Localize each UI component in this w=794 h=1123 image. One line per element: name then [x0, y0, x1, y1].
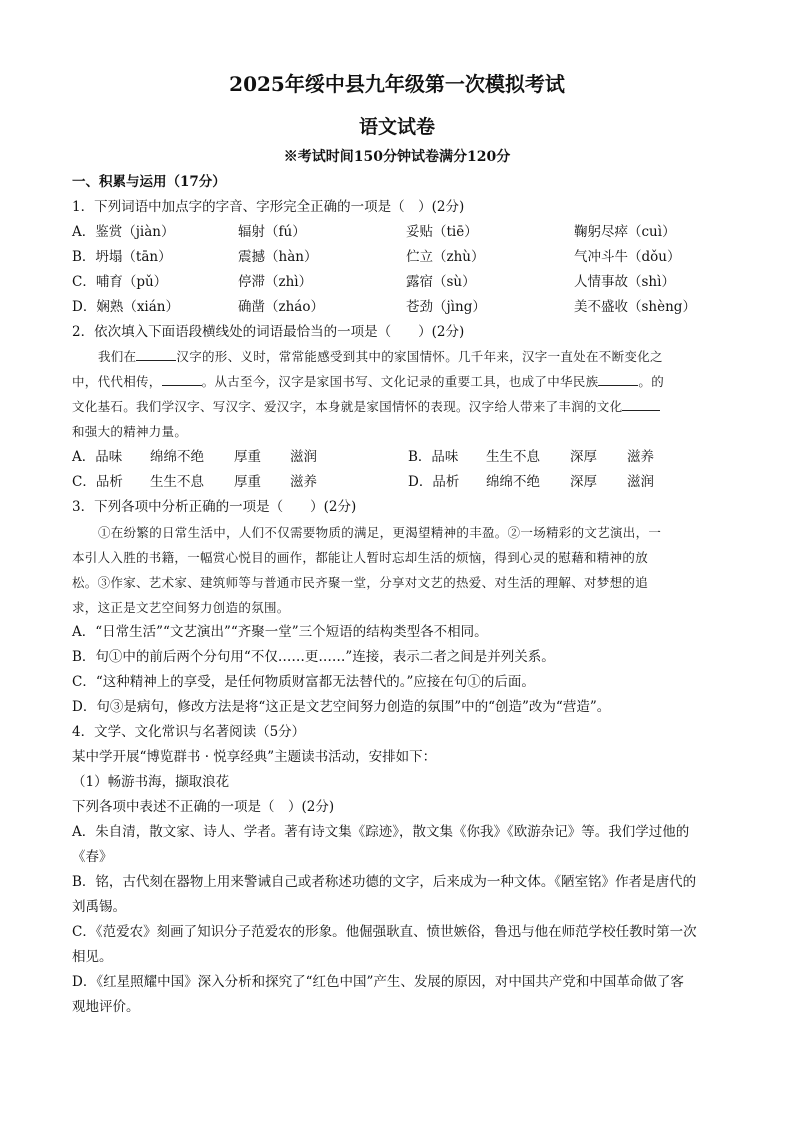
q3-option: A．“日常生活”“文艺演出”“齐聚一堂”三个短语的结构类型各不相同。: [72, 624, 488, 640]
q2-passage-line: [72, 344, 716, 369]
q1-stem: 1．下列词语中加点字的字音、字形完全正确的一项是（ ）(2分): [72, 199, 465, 215]
q1-cell: 妥贴（tiē）: [406, 224, 478, 240]
q1-cell: B．坍塌（tān）: [72, 249, 172, 265]
q1-cell: 辐射（fú）: [238, 224, 306, 240]
q4-option: A．朱自清，散文家、诗人、学者。著有诗文集《踪迹》，散文集《你我》《欧游杂记》等。我们学过他的: [72, 824, 690, 840]
q3-passage-line: 求，这正是文艺空间努力创造的氛围。: [72, 600, 290, 615]
q4-option-cont: 《春》: [72, 849, 113, 865]
q4-option-cont: 相见。: [72, 949, 113, 965]
q2-cell: 滋润: [627, 474, 654, 490]
q4-option: C．《范爱农》刻画了知识分子范爱农的形象。他倔强耿直、愤世嫉俗，鲁迅与他在师范学校任教时第一次: [72, 924, 697, 940]
q2-cell: 深厚: [570, 474, 597, 490]
exam-title: 2025年绥中县九年级第一次模拟考试: [229, 72, 565, 96]
q2-cell: B．品味: [408, 449, 459, 465]
q1-cell: 停滞（zhì）: [238, 274, 313, 290]
q3-stem: 3．下列各项中分析正确的一项是（ ）(2分): [72, 499, 357, 515]
q2-cell: C．品析: [72, 474, 123, 490]
q2-cell: 生生不息: [486, 449, 540, 465]
q2-cell: 厚重: [234, 474, 261, 490]
q4-sub-stem: 下列各项中表述不正确的一项是（ ）(2分): [72, 799, 335, 815]
q2-passage-line: 和强大的精神力量。: [72, 424, 188, 439]
q2-option-row: [72, 472, 732, 492]
q1-cell: 气冲斗牛（dǒu）: [574, 249, 681, 265]
q1-option-row: [72, 222, 732, 242]
q3-passage-line: ①在纷繁的日常生活中，人们不仅需要物质的满足，更渴望精神的丰盈。②一场精彩的文艺演出，一: [98, 525, 662, 540]
q1-cell: A．鉴赏（jiàn）: [72, 224, 175, 240]
q2-text: 。的: [638, 374, 665, 389]
q4-sub-heading: （1）畅游书海，撷取浪花: [72, 774, 230, 790]
q2-passage-line: [72, 394, 716, 419]
q2-text: 汉字的形、义时，常常能感受到其中的家国情怀。几千年来，汉字一直处在不断变化之: [176, 349, 663, 364]
exam-subtitle: 语文试卷: [358, 116, 435, 138]
q1-option-row: [72, 247, 732, 267]
q3-option: C．“这种精神上的享受，是任何物质财富都无法替代的。”应接在句①的后面。: [72, 674, 535, 690]
q3-passage-line: 松。③作家、艺术家、建筑师等与普通市民齐聚一堂，分享对文艺的热爱、对生活的理解、对梦想的追: [72, 575, 649, 590]
fill-blank: [136, 346, 176, 361]
q3-passage-line: 本引人入胜的书籍，一幅赏心悦目的画作，都能让人暂时忘却生活的烦恼，得到心灵的慰藉和精神的放: [72, 550, 649, 565]
q1-option-row: [72, 297, 732, 317]
q1-cell: D．娴熟（xián）: [72, 299, 179, 315]
fill-blank: [162, 371, 202, 386]
q2-cell: 厚重: [234, 449, 261, 465]
q2-text: 。从古至今，汉字是家国书写、文化记录的重要工具，也成了中华民族: [201, 374, 599, 389]
q3-option: D．句③是病句，修改方法是将“这正是文艺空间努力创造的氛围”中的“创造”改为“营造”。: [72, 699, 611, 715]
q1-option-row: [72, 272, 732, 292]
q1-cell: C．哺育（pǔ）: [72, 274, 168, 290]
q1-cell: 人情事故（shì）: [574, 274, 675, 290]
q2-passage-line: [72, 369, 716, 394]
q2-text: 我们在: [98, 349, 137, 364]
fill-blank: [598, 371, 638, 386]
q2-stem: 2．依次填入下面语段横线处的词语最恰当的一项是（ ）(2分): [72, 324, 465, 340]
q2-cell: 深厚: [570, 449, 597, 465]
section-heading: 一、积累与运用（17分）: [72, 174, 226, 190]
q2-cell: 生生不息: [150, 474, 204, 490]
q2-cell: 滋养: [290, 474, 317, 490]
q4-option-cont: 观地评价。: [72, 999, 140, 1015]
q2-cell: A．品味: [72, 449, 123, 465]
q1-cell: 伫立（zhù）: [406, 249, 485, 265]
q1-cell: 鞠躬尽瘁（cuì）: [574, 224, 676, 240]
q1-cell: 露宿（sù）: [406, 274, 476, 290]
q4-stem: 4．文学、文化常识与名著阅读（5分）: [72, 724, 306, 740]
q2-cell: 绵绵不绝: [486, 474, 540, 490]
q1-cell: 震撼（hàn）: [238, 249, 318, 265]
q2-cell: 滋润: [290, 449, 317, 465]
q2-text: 中，代代相传，: [72, 374, 162, 389]
q2-text: 文化基石。我们学汉字、写汉字、爱汉字，本身就是家国情怀的表现。汉字给人带来了丰润的文化: [72, 399, 623, 414]
q2-cell: D．品析: [408, 474, 460, 490]
q2-option-row: [72, 447, 732, 467]
q4-option: D．《红星照耀中国》深入分析和探究了“红色中国”产生、发展的原因，对中国共产党和中国革命做了客: [72, 974, 684, 990]
exam-note: ※考试时间150分钟试卷满分120分: [283, 149, 511, 165]
q1-cell: 确凿（zháo）: [238, 299, 324, 315]
q4-option-cont: 刘禹锡。: [72, 899, 126, 915]
fill-blank: [622, 396, 660, 411]
q3-option: B．句①中的前后两个分句用“不仅……更……”连接，表示二者之间是并列关系。: [72, 649, 555, 665]
q1-cell: 苍劲（jìng）: [406, 299, 486, 315]
q2-cell: 滋养: [627, 449, 654, 465]
q2-cell: 绵绵不绝: [150, 449, 204, 465]
q4-intro: 某中学开展“博览群书 · 悦享经典”主题读书活动，安排如下：: [72, 749, 437, 765]
q4-option: B．铭，古代刻在器物上用来警诫自己或者称述功德的文字，后来成为一种文体。《陋室铭》作者是唐代的: [72, 874, 697, 890]
q1-cell: 美不盛收（shèng）: [574, 299, 696, 315]
